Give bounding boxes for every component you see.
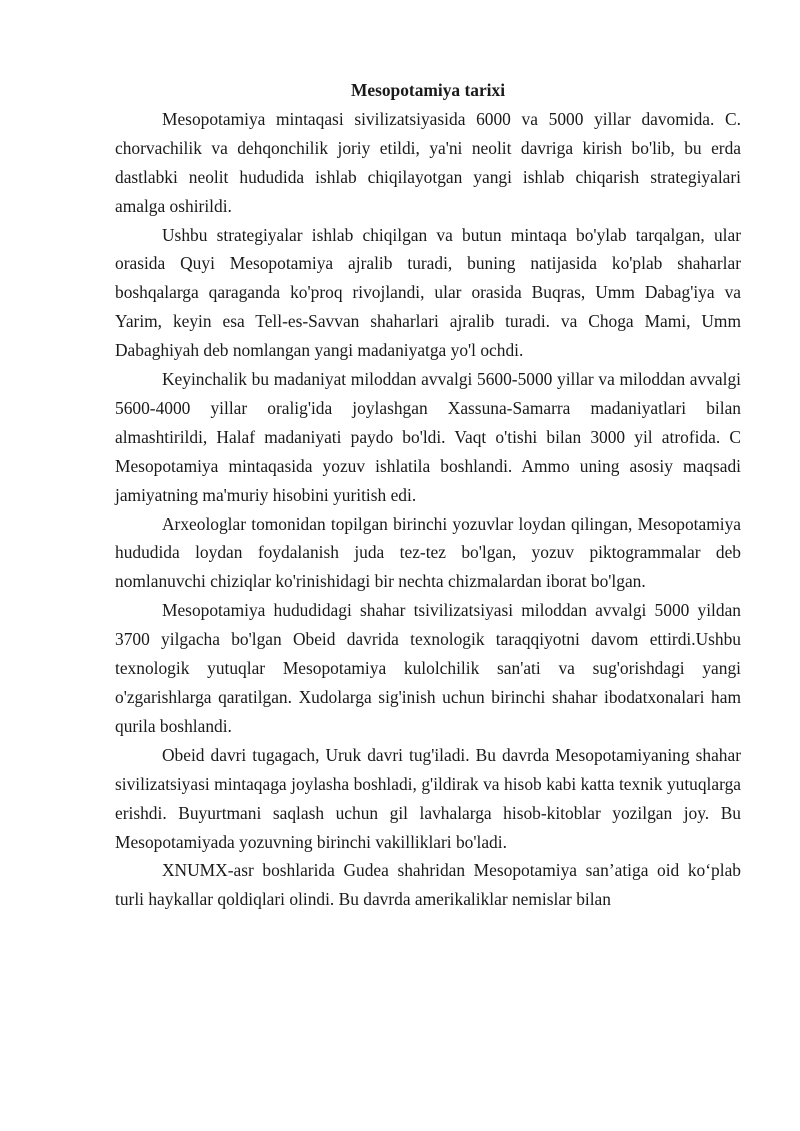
paragraph: Ushbu strategiyalar ishlab chiqilgan va butun mintaqa bo'ylab tarqalgan, ular orasida Quyi Mesopotamiya ajralib turadi, buning natijasida ko'plab shaharlar boshqalarga qaraganda ko'proq rivojlandi, ular orasida Buqras, Umm Dabag'iya va Yarim, keyin esa Tell-es-Savvan shaharlari ajralib turadi. va Choga Mami, Umm Dabaghiyah deb nomlangan yangi madaniyatga yo'l ochdi. bbox=[115, 224, 741, 361]
paragraph: Arxeologlar tomonidan topilgan birinchi yozuvlar loydan qilingan, Mesopotamiya hududida loydan foydalanish juda tez-tez bo'lgan, yozuv piktogrammalar deb nomlanuvchi chiziqlar ko'rinishidagi bir nechta chizmalardan iborat bo'lgan. bbox=[115, 513, 741, 592]
paragraph: Obeid davri tugagach, Uruk davri tug'iladi. Bu davrda Mesopotamiyaning shahar sivilizatsiyasi mintaqaga joylasha boshladi, g'ildirak va hisob kabi katta texnik yutuqlarga erishdi. Buyurtmani saqlash uchun gil lavhalarga hisob-kitoblar yozilgan joy. Bu Mesopotamiyada yozuvning birinchi vakilliklari bo'ladi. bbox=[115, 744, 741, 852]
paragraph: Mesopotamiya mintaqasi sivilizatsiyasida 6000 va 5000 yillar davomida. C. chorvachilik va dehqonchilik joriy etildi, ya'ni neolit davriga kirish bo'lib, bu erda dastlabki neolit hududida ishlab chiqilayotgan yangi ishlab chiqarish strategiyalari amalga oshirildi. bbox=[115, 108, 741, 216]
paragraph: XNUMX-asr boshlarida Gudea shahridan Mesopotamiya san’atiga oid ko‘plab turli haykallar qoldiqlari olindi. Bu davrda amerikaliklar nemislar bilan bbox=[115, 860, 741, 910]
paragraph: Keyinchalik bu madaniyat miloddan avvalgi 5600-5000 yillar va miloddan avvalgi 5600-4000 yillar oralig'ida joylashgan Xassuna-Samarra madaniyatlari bilan almashtirildi, Halaf madaniyati paydo bo'ldi. Vaqt o'tishi bilan 3000 yil atrofida. C Mesopotamiya mintaqasida yozuv ishlatila boshlandi. Ammo uning asosiy maqsadi jamiyatning ma'muriy hisobini yuritish edi. bbox=[115, 369, 741, 505]
document-body bbox=[115, 76, 741, 914]
paragraph: Mesopotamiya hududidagi shahar tsivilizatsiyasi miloddan avvalgi 5000 yildan 3700 yilgacha bo'lgan Obeid davrida texnologik taraqqiyotni davom ettirdi.Ushbu texnologik yutuqlar Mesopotamiya kulolchilik san'ati va sug'orishdagi yangi o'zgarishlarga qaratilgan. Xudolarga sig'inish uchun birinchi shahar ibodatxonalari ham qurila boshlandi. bbox=[115, 600, 741, 736]
document-title: Mesopotamiya tarixi bbox=[350, 80, 506, 100]
